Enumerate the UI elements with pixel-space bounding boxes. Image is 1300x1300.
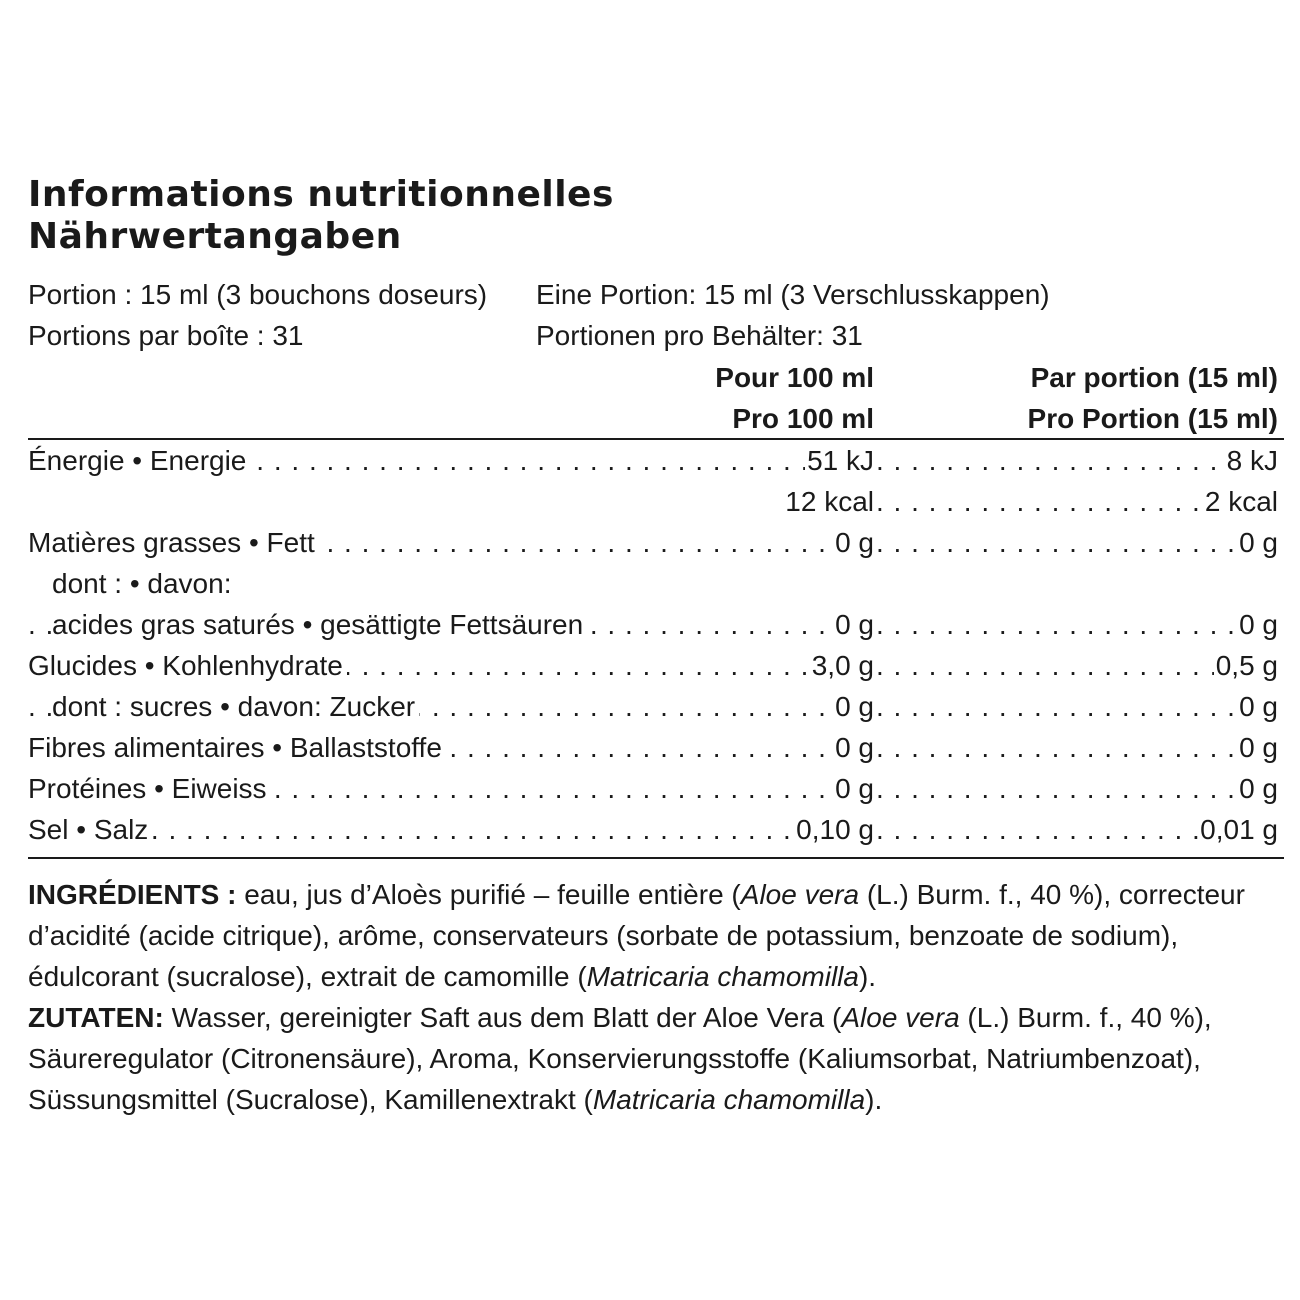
value-per100: 0 g — [833, 604, 874, 645]
nutrient-row — [28, 809, 1278, 850]
leader-dots — [876, 768, 1274, 809]
ingredients-de-latin: Matricaria chamomilla — [592, 1084, 866, 1115]
ingredients-de-latin: Aloe vera — [841, 1002, 960, 1033]
leader-dots — [876, 522, 1274, 563]
value-perportion: 0 g — [1237, 686, 1278, 727]
leader-dots — [876, 440, 1274, 481]
value-perportion: 0,5 g — [1214, 645, 1278, 686]
column-header-fr — [28, 357, 1278, 398]
nutrient-row — [28, 768, 1278, 809]
ingredients-de-heading: ZUTATEN: — [28, 1002, 164, 1033]
nutrient-row — [28, 481, 1278, 522]
value-perportion: 0 g — [1237, 604, 1278, 645]
nutrient-row — [28, 563, 1278, 604]
serving-count-fr: Portions par boîte : 31 — [28, 320, 304, 351]
leader-dots — [876, 604, 1274, 645]
value-per100: 0 g — [833, 727, 874, 768]
title-de: Nährwertangaben — [28, 216, 402, 257]
ingredients-de-text: (L.) Burm. f., 40 %), Säureregulator (Citronensäure), Aroma, Konservierungsstoffe (Kaliumsorbat, Natriumbenzoat), Süssungsmittel (Sucralose), Kamillenextrakt ( — [28, 1002, 1212, 1115]
serving-size-de: Eine Portion: 15 ml (3 Verschlusskappen) — [536, 279, 1050, 310]
leader-dots — [28, 809, 874, 850]
nutrient-label: Énergie • Energie — [28, 440, 250, 481]
value-per100: 0 g — [833, 522, 874, 563]
value-per100: 0,10 g — [794, 809, 874, 850]
value-per100: 0 g — [833, 686, 874, 727]
nutrient-label: Glucides • Kohlenhydrate — [28, 645, 347, 686]
value-per100: 12 kcal — [783, 481, 874, 522]
nutrient-row — [28, 440, 1278, 481]
nutrition-panel — [28, 172, 1284, 1115]
ingredients-fr-heading: INGRÉDIENTS : — [28, 879, 237, 910]
col-perportion-de: Pro Portion (15 ml) — [1027, 403, 1278, 434]
nutrient-row — [28, 645, 1278, 686]
table-bottom-rule — [28, 857, 1284, 859]
serving-size-line — [28, 274, 1284, 315]
nutrient-label: Fibres alimentaires • Ballaststoffe — [28, 727, 446, 768]
serving-count-de: Portionen pro Behälter: 31 — [536, 320, 863, 351]
value-perportion: 2 kcal — [1203, 481, 1278, 522]
col-per100-de: Pro 100 ml — [732, 403, 874, 434]
nutrient-label: Matières grasses • Fett — [28, 522, 319, 563]
value-perportion: 0,01 g — [1198, 809, 1278, 850]
column-header-de — [28, 398, 1278, 439]
ingredients-fr — [28, 874, 1284, 997]
nutrient-label: Protéines • Eiweiss — [28, 768, 271, 809]
title-fr: Informations nutritionnelles — [28, 174, 614, 215]
value-perportion: 0 g — [1237, 522, 1278, 563]
leader-dots — [876, 686, 1274, 727]
nutrient-row — [28, 686, 1278, 727]
col-perportion-fr: Par portion (15 ml) — [1030, 362, 1278, 393]
nutrient-row — [28, 522, 1278, 563]
ingredients-block — [28, 874, 1284, 1120]
ingredients-fr-text: ). — [858, 961, 877, 992]
ingredients-fr-latin: Matricaria chamomilla — [586, 961, 859, 992]
nutrient-row — [28, 727, 1278, 768]
leader-dots — [876, 727, 1274, 768]
col-per100-fr: Pour 100 ml — [715, 362, 874, 393]
ingredients-fr-latin: Aloe vera — [740, 879, 860, 910]
ingredients-de-text: ). — [865, 1084, 883, 1115]
value-perportion: 8 kJ — [1225, 440, 1278, 481]
value-perportion: 0 g — [1237, 727, 1278, 768]
ingredients-fr-text: eau, jus d’Aloès purifié – feuille entière ( — [236, 879, 741, 910]
ingredients-fr-text: (L.) Burm. f., 40 %), correcteur d’acidité (acide citrique), arôme, conservateurs (sorbate de potassium, benzoate de sodium), édulcorant (sucralose), extrait de camomille ( — [28, 879, 1245, 992]
value-per100: 0 g — [833, 768, 874, 809]
nutrient-row — [28, 604, 1278, 645]
value-per100: 51 kJ — [805, 440, 874, 481]
nutrient-label: acides gras saturés • gesättigte Fettsäuren — [52, 604, 587, 645]
nutrient-label: dont : sucres • davon: Zucker — [52, 686, 419, 727]
serving-count-line — [28, 315, 1284, 356]
ingredients-de — [28, 997, 1284, 1120]
value-perportion: 0 g — [1237, 768, 1278, 809]
ingredients-de-text: Wasser, gereinigter Saft aus dem Blatt der Aloe Vera ( — [163, 1002, 842, 1033]
nutrient-label: Sel • Salz — [28, 809, 152, 850]
value-per100: 3,0 g — [810, 645, 874, 686]
nutrient-label: dont : • davon: — [52, 563, 235, 604]
serving-size-fr: Portion : 15 ml (3 bouchons doseurs) — [28, 279, 488, 310]
